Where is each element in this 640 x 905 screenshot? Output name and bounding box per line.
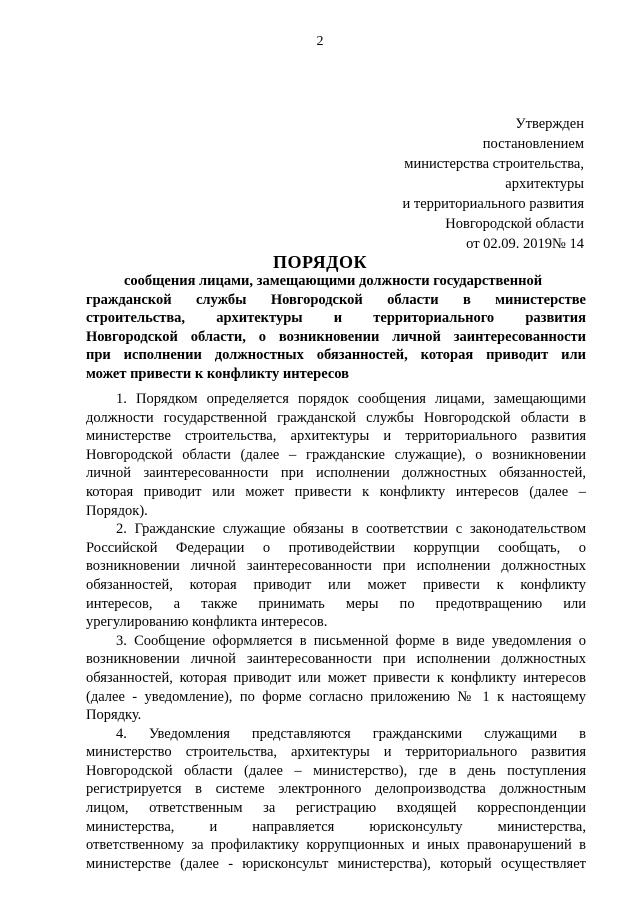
paragraph-line: возникновении личной заинтересованности при исполнении должностных bbox=[86, 558, 586, 575]
paragraph-line: обязанностей, которая приводит или может привести к конфликту интересов bbox=[86, 669, 586, 686]
document-title: ПОРЯДОК bbox=[272, 252, 368, 272]
paragraph-line: обязанностей, которая приводит или может привести к конфликту bbox=[86, 576, 586, 593]
paragraph-line: министерстве (далее - юрисконсульт министерства), который осуществляет bbox=[86, 855, 586, 872]
paragraph-line: возникновении личной заинтересованности при исполнении должностных bbox=[86, 651, 586, 668]
approval-line: Новгородской области bbox=[445, 216, 584, 232]
paragraph-line: министерстве строительства, архитектуры и территориального развития bbox=[86, 428, 586, 445]
paragraph-line: 3. Сообщение оформляется в письменной форме в виде уведомления о bbox=[116, 632, 586, 649]
approval-date-line: от 02.09. 2019№ 14 bbox=[466, 236, 584, 252]
page-number: 2 bbox=[316, 34, 324, 49]
paragraph-line: Новгородской области (далее – гражданские служащие), о возникновении bbox=[86, 446, 586, 463]
paragraph-line: министерства, и направляется юрисконсульту министерства, bbox=[86, 818, 586, 835]
paragraph-line: Российской Федерации о противодействии коррупции сообщать, о bbox=[86, 539, 586, 556]
approval-line: постановлением bbox=[482, 136, 584, 152]
paragraph-line: 1. Порядком определяется порядок сообщения лицами, замещающими bbox=[116, 391, 586, 407]
paragraph-3 bbox=[86, 632, 586, 725]
paragraph-2 bbox=[86, 520, 586, 632]
paragraph-line: ответственному за профилактику коррупционных и иных правонарушений в bbox=[86, 837, 586, 854]
paragraph-1 bbox=[86, 390, 586, 520]
paragraph-line: министерство строительства, архитектуры и территориального развития bbox=[86, 744, 586, 761]
subtitle-line: при исполнении должностных обязанностей, которая приводит или bbox=[86, 347, 586, 363]
paragraph-line: 4. Уведомления представляются гражданскими служащими в bbox=[116, 725, 586, 742]
subtitle-line: Новгородской области, о возникновении личной заинтересованности bbox=[86, 328, 586, 345]
paragraph-line: Порядку. bbox=[86, 707, 142, 724]
paragraph-line: должности государственной гражданской службы Новгородской области в bbox=[86, 409, 586, 426]
paragraph-line: которая приводит или может привести к конфликту интересов (далее – bbox=[86, 483, 586, 500]
document-body bbox=[86, 390, 586, 873]
paragraph-line: интересов, а также принимать меры по предотвращению или bbox=[86, 595, 586, 612]
paragraph-line: лицом, ответственным за регистрацию входящей корреспонденции bbox=[86, 800, 586, 817]
approval-line: Утвержден bbox=[515, 116, 584, 132]
paragraph-line: Новгородской области (далее – министерство), где в день поступления bbox=[86, 762, 586, 779]
subtitle-line: может привести к конфликту интересов bbox=[86, 365, 350, 382]
subtitle-line: сообщения лицами, замещающими должности государственной bbox=[124, 273, 543, 289]
approval-line: и территориального развития bbox=[402, 196, 584, 212]
subtitle-line: строительства, архитектуры и территориального развития bbox=[86, 310, 586, 326]
document-subtitle bbox=[86, 272, 586, 383]
approval-block bbox=[284, 114, 584, 254]
approval-line: архитектуры bbox=[505, 176, 584, 192]
approval-line: министерства строительства, bbox=[404, 156, 584, 172]
paragraph-line: урегулированию конфликта интересов. bbox=[86, 614, 328, 631]
paragraph-line: 2. Гражданские служащие обязаны в соответствии с законодательством bbox=[116, 521, 586, 538]
paragraph-line: регистрируется в системе электронного делопроизводства должностным bbox=[86, 781, 586, 798]
paragraph-line: (далее - уведомление), по форме согласно приложению № 1 к настоящему bbox=[86, 688, 586, 705]
paragraph-line: Порядок). bbox=[86, 502, 148, 519]
subtitle-line: гражданской службы Новгородской области в министерстве bbox=[86, 291, 586, 308]
paragraph-4 bbox=[86, 725, 586, 874]
paragraph-line: личной заинтересованности при исполнении должностных обязанностей, bbox=[86, 465, 586, 482]
